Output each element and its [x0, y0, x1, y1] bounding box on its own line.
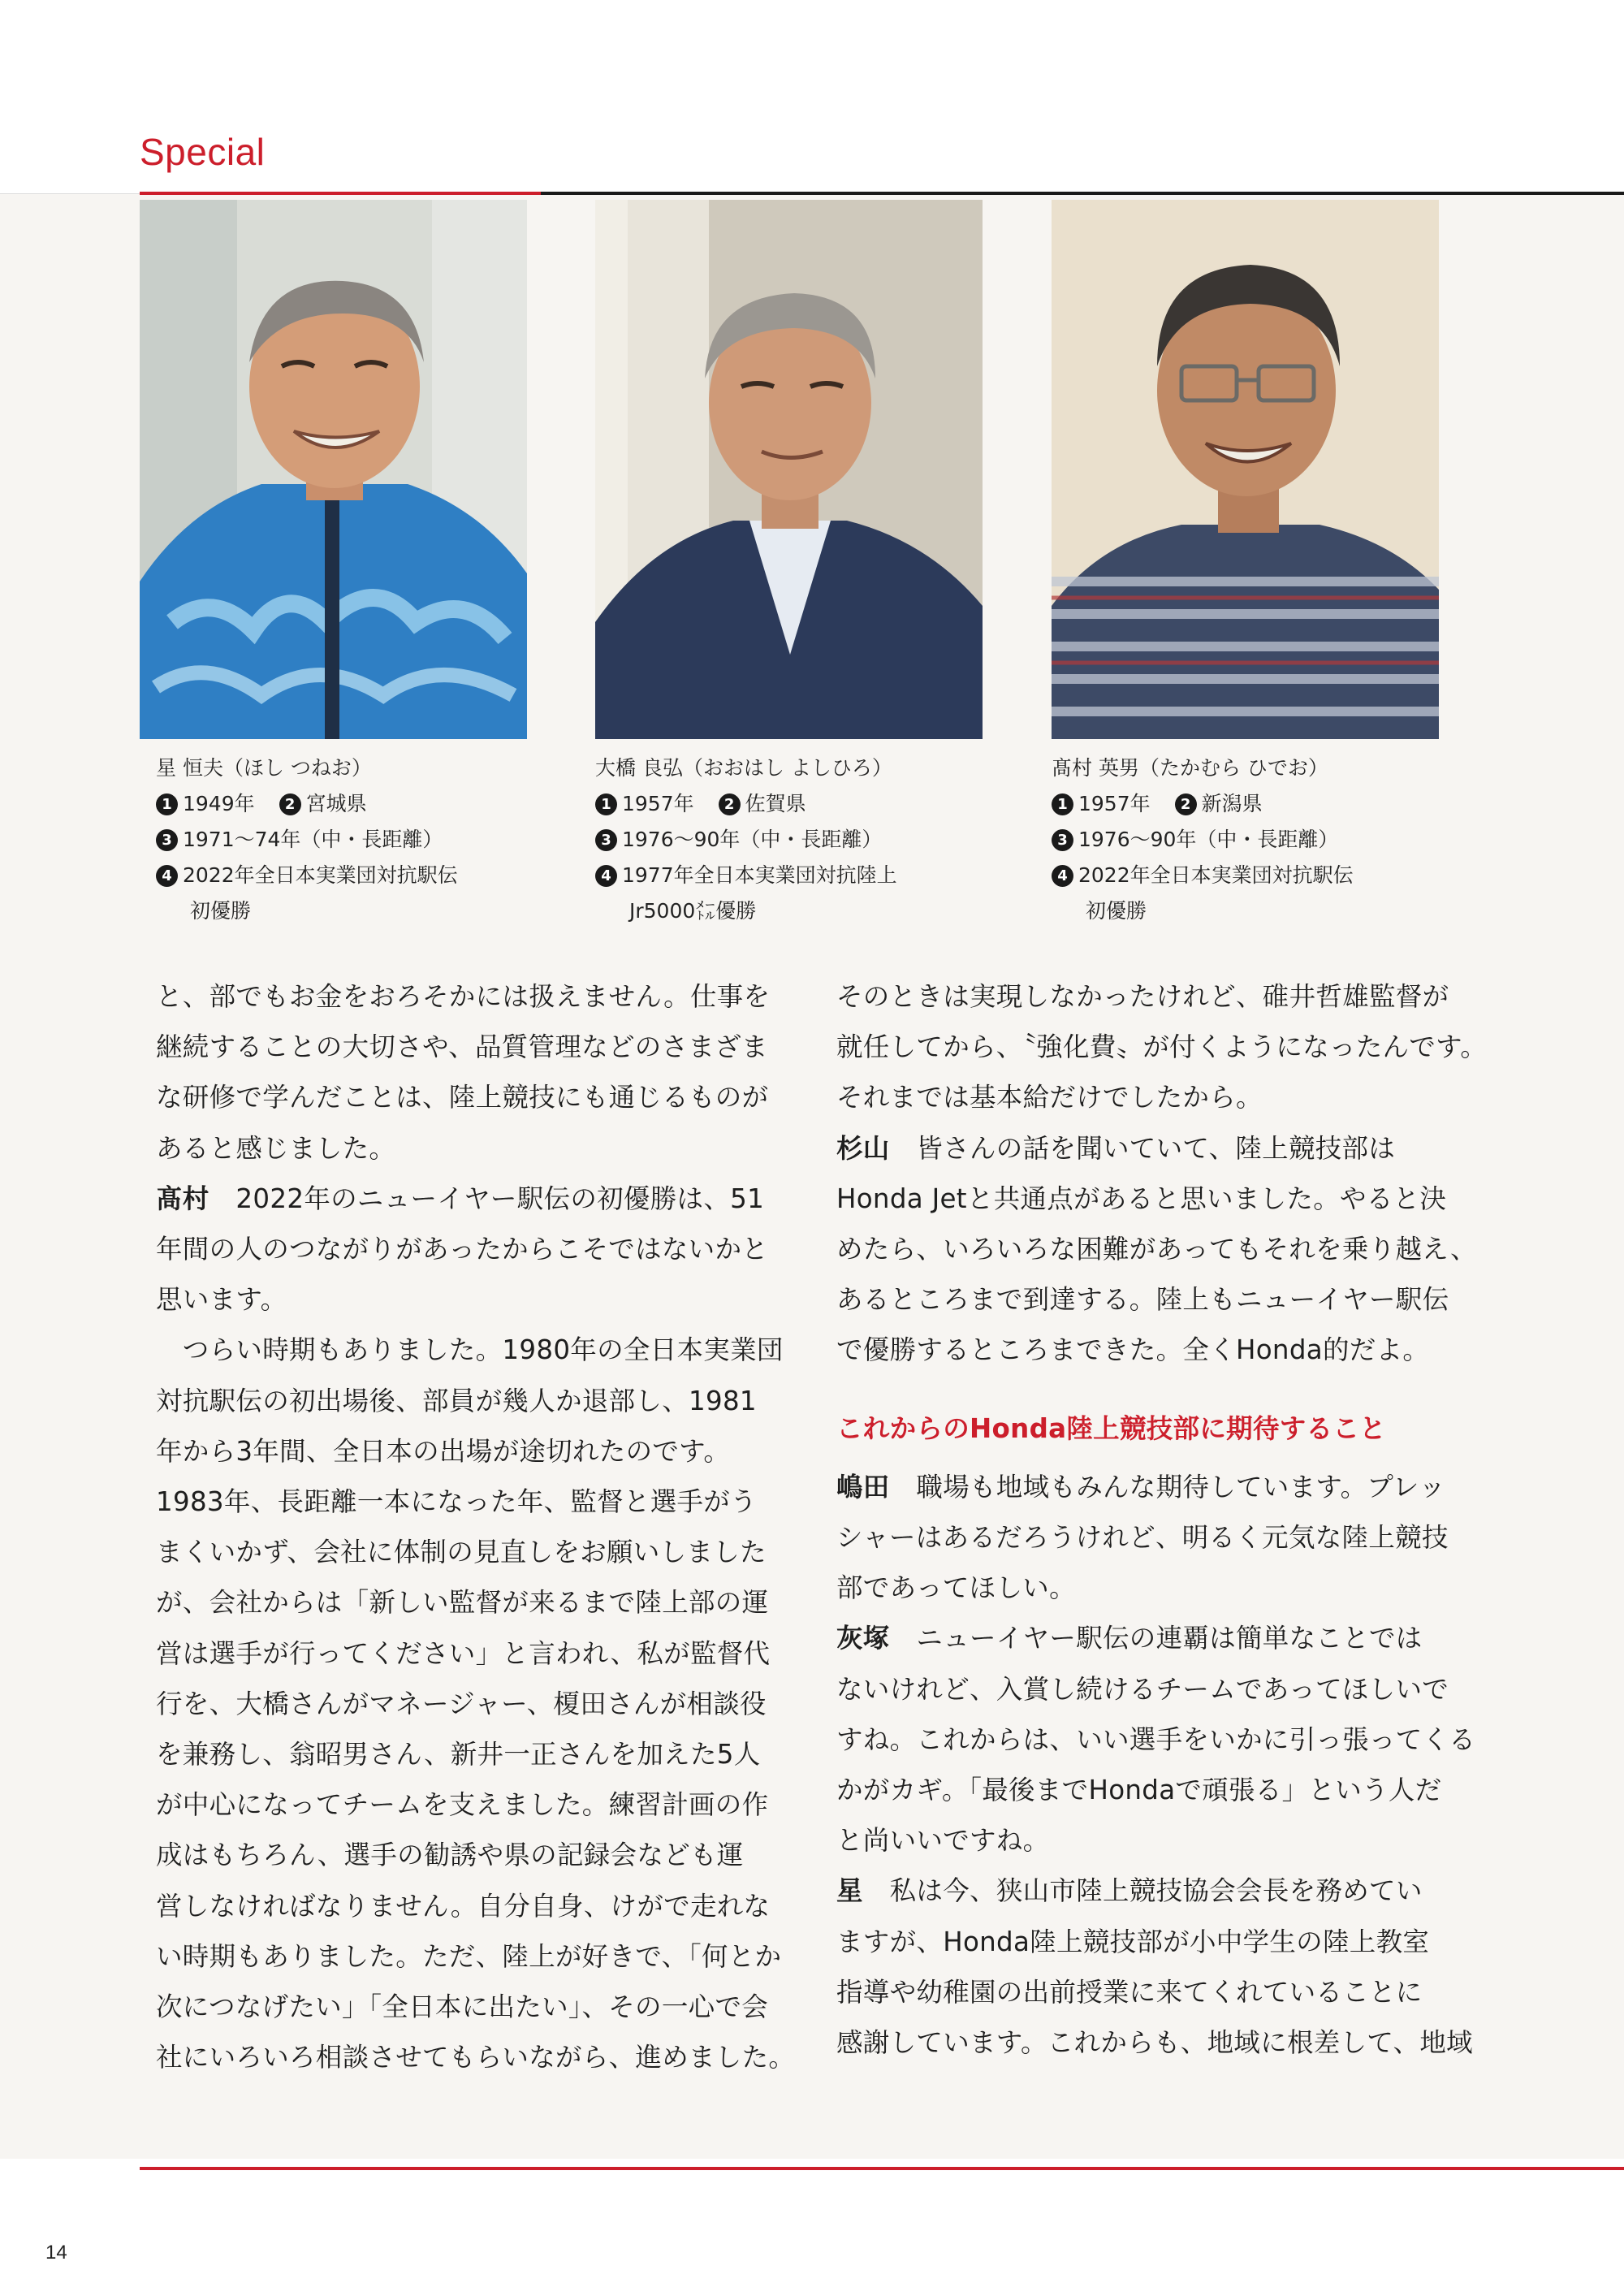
line-text: 1983年、長距離一本になった年、監督と選手がう — [156, 1486, 757, 1518]
body-text-line — [156, 1174, 773, 1224]
body-column-right-part-b — [836, 1462, 1476, 2068]
line-text: ないけれど、入賞し続けるチームであってほしいで — [836, 1673, 1449, 1705]
speaker-name: 髙村 — [156, 1183, 209, 1214]
speaker-name: 杉山 — [836, 1132, 890, 1164]
line-text: 成はもちろん、選手の勧誘や県の記録会なども運 — [156, 1840, 744, 1871]
profile-hometown: 新潟県 — [1201, 792, 1263, 815]
body-text-line — [836, 1664, 1453, 1714]
body-text-line — [156, 1577, 773, 1628]
marker-4-icon: 4 — [595, 865, 617, 887]
line-text: つらい時期もありました。1980年の全日本実業団 — [156, 1334, 784, 1366]
profile-achievement-line1: 1977年全日本実業団対抗陸上 — [622, 863, 897, 887]
line-text: すね。これからは、いい選手をいかに引っ張ってくる — [836, 1723, 1476, 1755]
line-text: 営は選手が行ってください」と言われ、私が監督代 — [156, 1637, 771, 1669]
line-text: 指導や幼稚園の出前授業に来てくれていることに — [836, 1976, 1423, 2008]
body-column-right — [836, 971, 1488, 2068]
profile-achievement-row — [1052, 858, 1474, 893]
body-text-line — [836, 1967, 1453, 2017]
line-text: 次につなげたい」「全日本に出たい」、その一心で会 — [156, 1991, 769, 2023]
line-text: あると感じました。 — [156, 1132, 396, 1164]
line-text: かがカギ。「最後までHondaで頑張る」という人だ — [836, 1775, 1442, 1806]
body-text-line — [836, 1462, 1453, 1512]
body-text-line — [156, 1729, 773, 1779]
section-subheading: これからのHonda陸上競技部に期待すること — [836, 1412, 1386, 1444]
line-text: 2022年のニューイヤー駅伝の初優勝は、51 — [209, 1183, 765, 1214]
body-text-line — [156, 1224, 773, 1274]
profile-birth-year: 1957年 — [622, 792, 694, 815]
profile-achievement-row — [595, 858, 1017, 893]
line-text: い時期もありました。ただ、陸上が好きで、「何とか — [156, 1940, 782, 1972]
body-text-line — [156, 1477, 773, 1527]
body-text-line — [836, 1714, 1476, 1765]
body-text-line — [156, 1779, 773, 1830]
body-text-line — [156, 1881, 773, 1931]
marker-2-icon: 2 — [279, 793, 301, 815]
profile-tenure: 1976〜90年（中・長距離） — [622, 828, 883, 851]
body-text-line — [156, 1022, 773, 1072]
footer-red-rule — [140, 2167, 1624, 2170]
line-text: そのときは実現しなかったけれど、碓井哲雄監督が — [836, 981, 1449, 1012]
profile-hometown: 宮城県 — [305, 792, 367, 815]
line-text: な研修で学んだことは、陸上競技にも通じるものが — [156, 1082, 769, 1113]
portrait-photo-takamura — [1052, 200, 1439, 739]
line-text: シャーはあるだろうけれど、明るく元気な陸上競技 — [836, 1522, 1449, 1554]
body-text-line — [836, 1224, 1477, 1274]
portrait-ohashi-image — [595, 200, 983, 739]
line-text: が中心になってチームを支えました。練習計画の作 — [156, 1789, 769, 1821]
marker-3-icon: 3 — [156, 829, 178, 851]
line-text: 年間の人のつながりがあったからこそではないかと — [156, 1234, 769, 1265]
line-text: まくいかず、会社に体制の見直しをお願いしました — [156, 1537, 767, 1568]
line-text: Honda Jetと共通点があると思いました。やると決 — [836, 1183, 1447, 1214]
profile-birth-year: 1949年 — [183, 792, 255, 815]
profile-name: 大橋 良弘（おおはし よしひろ） — [595, 756, 892, 780]
body-text-line — [836, 2017, 1473, 2068]
body-text-line — [156, 1982, 773, 2032]
body-text-line — [836, 1765, 1453, 1815]
marker-1-icon: 1 — [156, 793, 178, 815]
profile-achievement-line2: 初優勝 — [190, 899, 252, 923]
body-text-line — [156, 1628, 773, 1679]
line-text: 就任してから、〝強化費〟が付くようになったんです。 — [836, 1031, 1488, 1063]
profile-achievement-line1: 2022年全日本実業団対抗駅伝 — [1078, 863, 1354, 887]
body-column-left — [156, 971, 796, 2082]
profile-tenure: 1971〜74年（中・長距離） — [183, 828, 443, 851]
profile-caption-hoshi — [156, 750, 578, 929]
profile-tenure-row — [156, 822, 578, 858]
profile-achievement-row — [156, 858, 578, 893]
profile-tenure-row — [595, 822, 1017, 858]
body-text-line — [836, 1815, 1453, 1866]
speaker-name: 灰塚 — [836, 1623, 890, 1654]
marker-3-icon: 3 — [595, 829, 617, 851]
profile-birth-year: 1957年 — [1078, 792, 1151, 815]
body-text-line — [836, 1866, 1453, 1916]
line-text: と、部でもお金をおろそかには扱えません。仕事を — [156, 981, 771, 1012]
body-text-line — [836, 971, 1453, 1022]
portrait-hoshi-image — [140, 200, 527, 739]
body-text-line — [836, 1563, 1453, 1613]
line-text: が、会社からは「新しい監督が来るまで陸上部の運 — [156, 1587, 769, 1619]
body-text-line — [156, 2032, 796, 2082]
body-text-line — [156, 1325, 784, 1375]
body-text-line — [156, 1527, 773, 1577]
body-text-line — [156, 1274, 773, 1325]
header-black-rule — [541, 192, 1624, 195]
profile-achievement-line1: 2022年全日本実業団対抗駅伝 — [183, 863, 458, 887]
body-text-line — [836, 1072, 1453, 1122]
line-text: 私は今、狭山市陸上競技協会会長を務めてい — [862, 1875, 1423, 1907]
speaker-name: 嶋田 — [836, 1471, 890, 1503]
marker-1-icon: 1 — [595, 793, 617, 815]
body-text-line — [156, 971, 773, 1022]
marker-1-icon: 1 — [1052, 793, 1073, 815]
body-text-line — [836, 1274, 1453, 1325]
marker-4-icon: 4 — [1052, 865, 1073, 887]
profile-caption-takamura — [1052, 750, 1474, 929]
page-number: 14 — [45, 2242, 67, 2264]
profile-achievement-line2: Jr5000㍍優勝 — [629, 899, 757, 923]
marker-2-icon: 2 — [719, 793, 741, 815]
body-text-line — [156, 1123, 773, 1174]
portrait-photo-hoshi — [140, 200, 527, 739]
body-text-line — [156, 1931, 782, 1982]
profile-name: 髙村 英男（たかむら ひでお） — [1052, 756, 1328, 780]
body-text-line — [836, 1123, 1453, 1174]
line-text: と尚いいですね。 — [836, 1825, 1050, 1857]
header-red-rule — [140, 192, 541, 195]
line-text: それまでは基本給だけでしたから。 — [836, 1082, 1263, 1113]
line-text: ニューイヤー駅伝の連覇は簡単なことでは — [889, 1623, 1423, 1654]
line-text: 部であってほしい。 — [836, 1572, 1076, 1604]
body-text-line — [836, 1022, 1488, 1072]
profile-achievement-line2: 初優勝 — [1086, 899, 1147, 923]
marker-4-icon: 4 — [156, 865, 178, 887]
body-text-line — [836, 1512, 1453, 1563]
profile-birth-hometown — [156, 786, 578, 822]
body-text-line — [156, 1426, 773, 1477]
marker-2-icon: 2 — [1175, 793, 1197, 815]
body-text-line — [836, 1174, 1453, 1224]
profile-hometown: 佐賀県 — [745, 792, 806, 815]
line-text: 思います。 — [156, 1284, 287, 1316]
line-text: で優勝するところまできた。全くHonda的だよ。 — [836, 1334, 1430, 1366]
section-label: Special — [140, 131, 266, 173]
portrait-takamura-image — [1052, 200, 1439, 739]
line-text: 年から3年間、全日本の出場が途切れたのです。 — [156, 1435, 731, 1467]
line-text: 継続することの大切さや、品質管理などのさまざま — [156, 1031, 768, 1063]
header-thin-rule — [0, 193, 140, 194]
line-text: めたら、いろいろな困難があってもそれを乗り越え、 — [836, 1234, 1477, 1265]
line-text: 職場も地域もみんな期待しています。プレッ — [889, 1471, 1446, 1503]
body-text-line — [156, 1830, 773, 1880]
speaker-name: 星 — [836, 1875, 863, 1907]
body-text-line — [836, 1613, 1453, 1663]
portrait-photo-ohashi — [595, 200, 983, 739]
line-text: あるところまで到達する。陸上もニューイヤー駅伝 — [836, 1284, 1449, 1316]
line-text: 対抗駅伝の初出場後、部員が幾人か退部し、1981 — [156, 1385, 757, 1416]
profile-birth-hometown — [595, 786, 1017, 822]
body-text-line — [836, 1917, 1453, 1967]
line-text: 営しなければなりません。自分自身、けがで走れな — [156, 1890, 771, 1922]
profile-caption-ohashi — [595, 750, 1017, 929]
profile-name: 星 恒夫（ほし つねお） — [156, 756, 372, 780]
line-text: 皆さんの話を聞いていて、陸上競技部は — [889, 1132, 1396, 1164]
line-text: を兼務し、翁昭男さん、新井一正さんを加えた5人 — [156, 1739, 761, 1771]
line-text: 行を、大橋さんがマネージャー、榎田さんが相談役 — [156, 1688, 767, 1719]
body-text-line — [836, 1325, 1453, 1375]
line-text: 社にいろいろ相談させてもらいながら、進めました。 — [156, 2042, 796, 2073]
profile-birth-hometown — [1052, 786, 1474, 822]
body-text-line — [156, 1072, 773, 1122]
body-text-line — [156, 1376, 773, 1426]
body-text-line — [156, 1679, 773, 1729]
profile-tenure: 1976〜90年（中・長距離） — [1078, 828, 1339, 851]
profile-tenure-row — [1052, 822, 1474, 858]
body-column-right-part-a — [836, 971, 1488, 1376]
line-text: 感謝しています。これからも、地域に根差して、地域 — [836, 2027, 1473, 2059]
marker-3-icon: 3 — [1052, 829, 1073, 851]
line-text: ますが、Honda陸上競技部が小中学生の陸上教室 — [836, 1926, 1430, 1957]
